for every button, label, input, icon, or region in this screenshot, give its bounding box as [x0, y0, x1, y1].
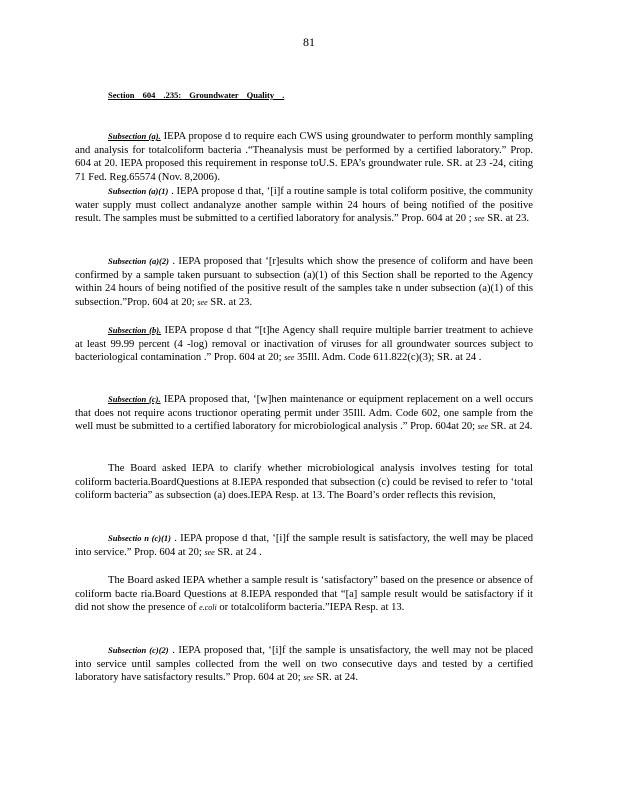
paragraph-subsection-a: [75, 130, 533, 184]
ecoli-term: e.coli: [199, 603, 217, 613]
paragraph-subsection-c2: [75, 644, 533, 685]
see-signal: see: [204, 547, 215, 557]
paragraph-text: . IEPA proposed that, ‘[i]f the sample is unsatisfactory, the well may not be placed into service until samples collected from the well on two consecutive days and tested by a certified laboratory have satisfactory results.” Prop. 604 at 20;: [75, 645, 533, 684]
subsection-label: Subsection (a)(1): [108, 186, 169, 196]
paragraph-text: . IEPA propose d that, ‘[i]f a routine sample is total coliform positive, the community water supply must collect andanalyze another sample within 24 hours of being notified of the positive result. The samples must be submitted to a certified laboratory for analysis.” Prop. 604 at 20 ;: [75, 186, 533, 225]
section-heading: Section 604 .235: Groundwater Quality .: [108, 90, 285, 100]
paragraph-text: The Board asked IEPA whether a sample result is ‘satisfactory” based on the presence or absence of coliform bacte ria.Board Questions at 8.IEPA responded that “[a] sample result would be satisfactory if it did not show the presence of: [75, 575, 533, 614]
paragraph-text: IEPA proposed that, ‘[w]hen maintenance or equipment replacement on a well occurs that does not require acons tructionor operating permit under 35Ill. Adm. Code 602, one sample from the well must be submitted to a certified laboratory for microbiological analysis .” Prop. 604at 20;: [75, 394, 533, 433]
see-signal: see: [474, 214, 485, 224]
paragraph-text: IEPA propose d to require each CWS using groundwater to perform monthly sampling and analysis for totalcoliform bacteria .“Theanalysis must be performed by a certified laboratory.” Prop. 604 at 20. IEPA proposed this requirement in response toU.S. EPA’s groundwater rule. SR. at 23 -24, citing 71 Fed. Reg.65574 (Nov. 8,2006).: [75, 131, 533, 183]
paragraph-text-end: SR. at 24.: [316, 672, 358, 684]
subsection-label: Subsection (c).: [108, 394, 161, 404]
paragraph-text-end: 35Ill. Adm. Code 611.822(c)(3); SR. at 24 .: [297, 352, 482, 364]
paragraph-text: IEPA propose d that “[t]he Agency shall require multiple barrier treatment to achieve at least 99.99 percent (4 -log) removal or inactivation of viruses for all groundwater sources subject to bacteriological contamination .” Prop. 604 at 20;: [75, 325, 533, 364]
paragraph-text-end: SR. at 24.: [490, 421, 533, 433]
subsection-label: Subsection (a).: [108, 131, 161, 141]
paragraph-text-end: SR. at 23.: [210, 296, 253, 308]
paragraph-text: The Board asked IEPA to clarify whether microbiological analysis involves testing for total coliform bacteria.BoardQuestions at 8.IEPA responded that subsection (c) could be revised to refer to ‘total coliform bacteria” as subsection (a) does.IEPA Resp. at 13. The Board’s order reflects this revision,: [75, 463, 533, 502]
paragraph-text-end: SR. at 23.: [487, 213, 530, 225]
page-number: 81: [303, 35, 315, 49]
paragraph-subsection-c: [75, 393, 533, 434]
subsection-label: Subsection (a)(2): [108, 256, 169, 266]
paragraph-subsection-c1: [75, 532, 533, 559]
paragraph-text: . IEPA proposed that ‘[r]esults which show the presence of coliform and have been confirmed by a sample taken pursuant to subsection (a)(1) of this Section shall be reported to the Agency within 24 hours of being notified of the positive result of the samples take n under subsection (a)(1) of this subsection.”Prop. 604 at 20;: [75, 256, 533, 308]
paragraph-board-question-1: [75, 462, 533, 503]
paragraph-text-end: SR. at 24 .: [217, 546, 262, 558]
paragraph-subsection-a2: [75, 255, 533, 309]
paragraph-subsection-a1: [75, 185, 533, 226]
paragraph-text: . IEPA propose d that, ‘[i]f the sample result is satisfactory, the well may be placed into service.” Prop. 604 at 20;: [75, 533, 534, 558]
see-signal: see: [477, 422, 488, 432]
see-signal: see: [284, 353, 295, 363]
subsection-label: Subsectio n (c)(1): [108, 533, 171, 543]
paragraph-board-question-2: [75, 574, 533, 615]
subsection-label: Subsection (c)(2): [108, 645, 169, 655]
see-signal: see: [197, 297, 208, 307]
paragraph-subsection-b: [75, 324, 533, 365]
subsection-label: Subsection (b).: [108, 325, 162, 335]
paragraph-text-end: or totalcoliform bacteria.”IEPA Resp. at 13.: [219, 602, 405, 614]
see-signal: see: [303, 673, 314, 683]
